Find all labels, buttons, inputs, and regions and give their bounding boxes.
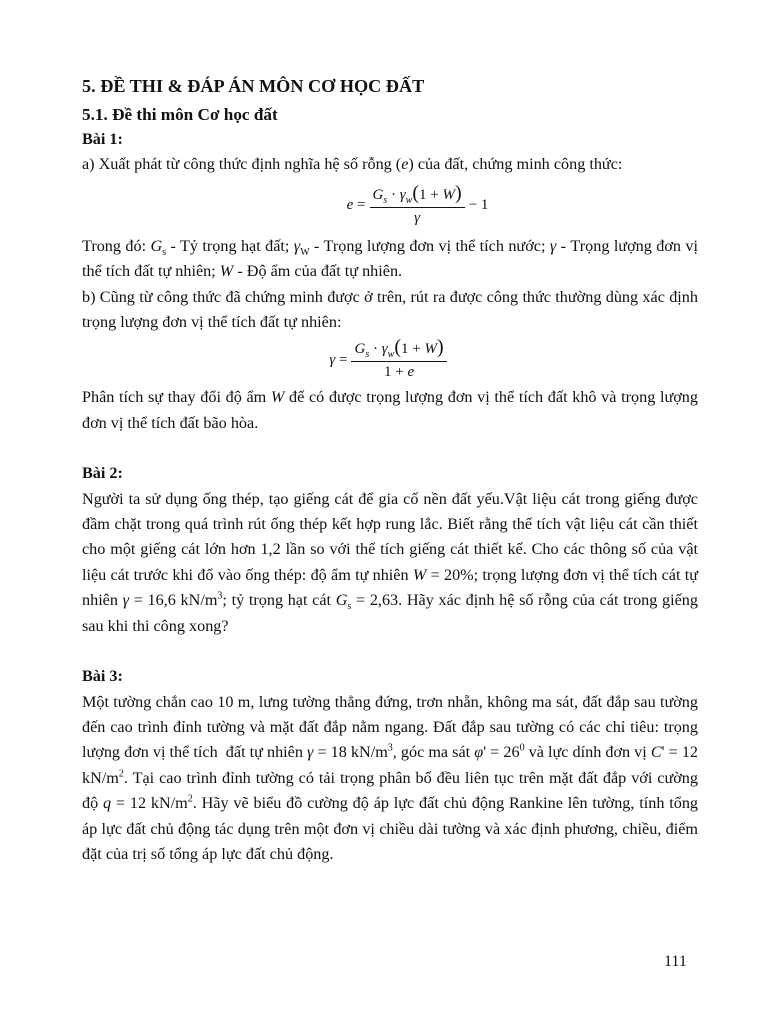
formula-void-ratio: e = $\frac{G_s \cdot \gamma_w(1 + W)}{\gamma}$ − 1 — [346, 181, 489, 226]
exercise-2-heading: Bài 2: — [82, 464, 123, 483]
exercise-1-part-a: a) Xuất phát từ công thức định nghĩa hệ số rỗng (e) của đất, chứng minh công thức: — [82, 155, 623, 174]
exercise-1-heading: Bài 1: — [82, 130, 123, 148]
page-number: 111 — [664, 953, 687, 970]
exercise-2-text: Người ta sử dụng ống thép, tạo giếng cát để gia cố nền đất yếu.Vật liệu cát trong giếng được đầm chặt trong quá trình rút ống thép kết hợp rung lắc. Biết rằng thể tích vật liệu cát cần thiết cho một giếng cát lớn hơn 1,2 lần so với thể tích giếng cát thiết kế. Cho các thông số của vật liệu cát trước khi đổ vào ống thép: độ ẩm tự nhiên W = 20%; trọng lượng đơn vị thể tích cát tự nhiên γ = 16,6 $kN/m^3$; tỷ trọng hạt cát $G_s = 2,63$. Hãy xác định hệ số rỗng của cát trong giếng sau khi thi công xong? — [82, 489, 699, 635]
exercise-3-text: Một tường chắn cao 10 m, lưng tường thẳng đứng, trơn nhẵn, không ma sát, đất đắp sau tường đến cao trình đỉnh tường và mặt đất đắp nằm ngang. Đất đắp sau tường có các chỉ tiêu: trọng lượng đơn vị thể tích đất tự nhiên γ = 18 $kN/m^3$, góc ma sát $\varphi' = 26^0$ và lực dính đơn vị C' = 12 $kN/m^2$. Tại cao trình đỉnh tường có tải trọng phân bố đều liên tục trên mặt đất đắp với cường độ q = 12 $kN/m^2$. Hãy vẽ biểu đồ cường độ áp lực đất chủ động Rankine lên tường, tính tổng áp lực đất chủ động tác dụng trên một đơn vị chiều dài tường và xác định phương, chiều, điểm đặt của trị số tổng áp lực đất chủ động. — [82, 692, 699, 863]
chapter-title: 5. ĐỀ THI & ĐÁP ÁN MÔN CƠ HỌC ĐẤT — [82, 76, 425, 96]
exercise-1-part-b: b) Cũng từ công thức đã chứng minh được ở trên, rút ra được công thức thường dùng xác định trọng lượng đơn vị thể tích đất tự nhiên: — [82, 287, 698, 332]
document-page — [82, 74, 698, 867]
formula-unit-weight: γ = $\frac{G_s \cdot \gamma_w(1 + W)}{1 + e}$ — [82, 335, 698, 385]
exercise-3-heading: Bài 3: — [82, 667, 123, 686]
section-title: 5.1. Đề thi môn Cơ học đất — [82, 105, 278, 124]
exercise-1-analysis: Phân tích sự thay đổi độ ẩm W để có được trọng lượng đơn vị thể tích đất khô và trọng lượng đơn vị thể tích đất bão hòa. — [82, 388, 698, 432]
exercise-1-definitions: Trong đó: $G_s$ - Tỷ trọng hạt đất; $\gamma_W$ - Trọng lượng đơn vị thể tích nước; γ - Trọng lượng đơn vị thể tích đất tự nhiên; W - Độ ẩm của đất tự nhiên. — [82, 236, 698, 281]
